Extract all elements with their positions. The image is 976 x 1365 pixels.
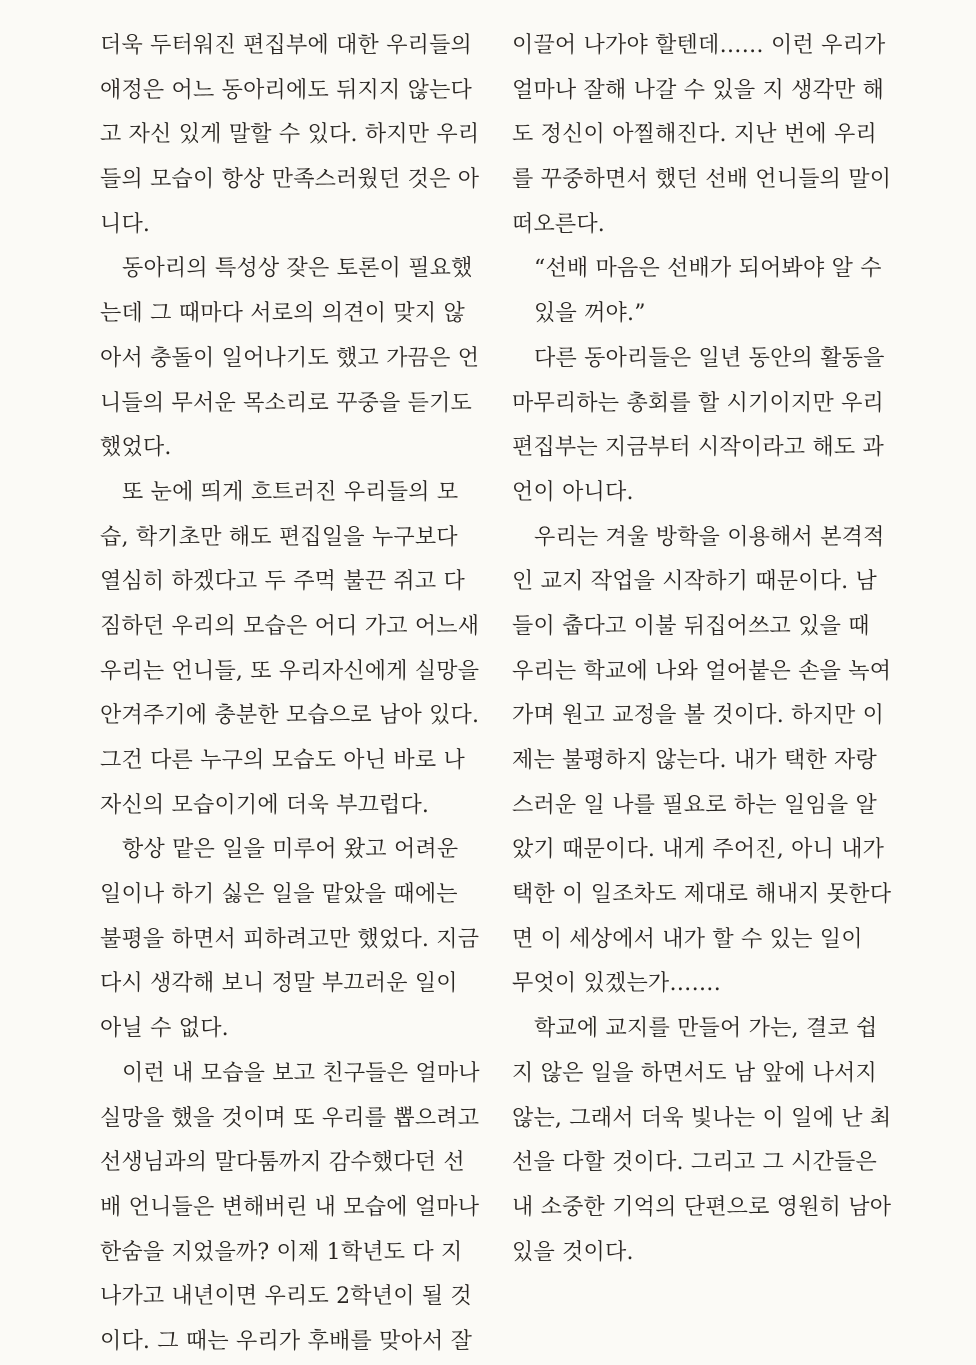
text-line: 짐하던 우리의 모습은 어디 가고 어느새 xyxy=(100,613,480,639)
text-line: 스러운 일 나를 필요로 하는 일임을 알 xyxy=(512,792,877,818)
right-text-column xyxy=(512,24,892,1275)
text-line: 니다. xyxy=(100,211,151,237)
text-line: 우리는 겨울 방학을 이용해서 본격적 xyxy=(534,524,885,550)
text-line: “선배 마음은 선배가 되어봐야 알 수 xyxy=(534,256,882,282)
text-line: 선생님과의 말다툼까지 감수했다던 선 xyxy=(100,1150,465,1176)
text-line: 항상 맡은 일을 미루어 왔고 어려운 xyxy=(122,837,459,863)
text-line: 이런 내 모습을 보고 친구들은 얼마나 xyxy=(122,1060,480,1086)
text-line: 도 정신이 아찔해진다. 지난 번에 우리 xyxy=(512,122,877,148)
text-line: 열심히 하겠다고 두 주먹 불끈 쥐고 다 xyxy=(100,569,465,595)
text-line: 다시 생각해 보니 정말 부끄러운 일이 xyxy=(100,971,458,997)
text-line: 있을 것이다. xyxy=(512,1239,634,1265)
text-line: 있을 꺼야.” xyxy=(534,301,646,327)
left-text-column xyxy=(100,24,480,1365)
text-line: 다른 동아리들은 일년 동안의 활동을 xyxy=(534,345,885,371)
text-line: 자신의 모습이기에 더욱 부끄럽다. xyxy=(100,792,430,818)
text-line: 아닐 수 없다. xyxy=(100,1016,229,1042)
text-line: 언이 아니다. xyxy=(512,479,634,505)
text-line: 동아리의 특성상 잦은 토론이 필요했 xyxy=(122,256,473,282)
text-line: 선을 다할 것이다. 그리고 그 시간들은 xyxy=(512,1150,877,1176)
text-line: 일이나 하기 싫은 일을 맡았을 때에는 xyxy=(100,882,458,908)
text-line: 불평을 하면서 피하려고만 했었다. 지금 xyxy=(100,926,480,952)
text-line: 는데 그 때마다 서로의 의견이 맞지 않 xyxy=(100,301,465,327)
text-line: 얼마나 잘해 나갈 수 있을 지 생각만 해 xyxy=(512,77,885,103)
text-line: 들이 춥다고 이불 뒤집어쓰고 있을 때 xyxy=(512,613,870,639)
text-line: 이끌어 나가야 할텐데…… 이런 우리가 xyxy=(512,33,886,58)
text-line: 택한 이 일조차도 제대로 해내지 못한다 xyxy=(512,882,892,908)
text-line: 편집부는 지금부터 시작이라고 해도 과 xyxy=(512,435,885,461)
text-line: 떠오른다. xyxy=(512,211,606,237)
text-line: 학교에 교지를 만들어 가는, 결코 쉽 xyxy=(534,1016,878,1042)
text-line: 더욱 두터워진 편집부에 대한 우리들의 xyxy=(100,33,473,58)
text-line: 이다. 그 때는 우리가 후배를 맞아서 잘 xyxy=(100,1328,473,1354)
text-line: 았기 때문이다. 내게 주어진, 아니 내가 xyxy=(512,837,885,863)
text-line: 무엇이 있겠는가……. xyxy=(512,971,721,997)
text-line: 가며 원고 교정을 볼 것이다. 하지만 이 xyxy=(512,703,885,729)
text-line: 내 소중한 기억의 단편으로 영원히 남아 xyxy=(512,1194,892,1220)
text-line: 아서 충돌이 일어나기도 했고 가끔은 언 xyxy=(100,345,480,371)
text-line: 우리는 학교에 나와 얼어붙은 손을 녹여 xyxy=(512,658,892,684)
text-line: 우리는 언니들, 또 우리자신에게 실망을 xyxy=(100,658,480,684)
text-line: 한숨을 지었을까? 이제 1학년도 다 지 xyxy=(100,1239,463,1265)
text-line: 나가고 내년이면 우리도 2학년이 될 것 xyxy=(100,1284,472,1310)
text-line: 면 이 세상에서 내가 할 수 있는 일이 xyxy=(512,926,863,952)
text-line: 않는, 그래서 더욱 빛나는 이 일에 난 최 xyxy=(512,1105,892,1131)
text-line: 안겨주기에 충분한 모습으로 남아 있다. xyxy=(100,703,480,729)
text-line: 제는 불평하지 않는다. 내가 택한 자랑 xyxy=(512,748,877,773)
text-line: 지 않은 일을 하면서도 남 앞에 나서지 xyxy=(512,1060,877,1086)
text-line: 실망을 했을 것이며 또 우리를 뽑으려고 xyxy=(100,1105,480,1131)
text-line: 고 자신 있게 말할 수 있다. 하지만 우리 xyxy=(100,122,480,148)
text-line: 애정은 어느 동아리에도 뒤지지 않는다 xyxy=(100,77,473,103)
text-line: 인 교지 작업을 시작하기 때문이다. 남 xyxy=(512,569,877,595)
text-line: 배 언니들은 변해버린 내 모습에 얼마나 xyxy=(100,1194,480,1220)
text-line: 그건 다른 누구의 모습도 아닌 바로 나 xyxy=(100,748,465,773)
text-line: 했었다. xyxy=(100,435,172,461)
text-line: 를 꾸중하면서 했던 선배 언니들의 말이 xyxy=(512,167,892,193)
text-line: 들의 모습이 항상 만족스러웠던 것은 아 xyxy=(100,167,480,193)
text-line: 또 눈에 띄게 흐트러진 우리들의 모 xyxy=(122,479,459,505)
text-line: 니들의 무서운 목소리로 꾸중을 듣기도 xyxy=(100,390,473,416)
text-line: 습, 학기초만 해도 편집일을 누구보다 xyxy=(100,524,458,550)
text-line: 마무리하는 총회를 할 시기이지만 우리 xyxy=(512,390,885,416)
